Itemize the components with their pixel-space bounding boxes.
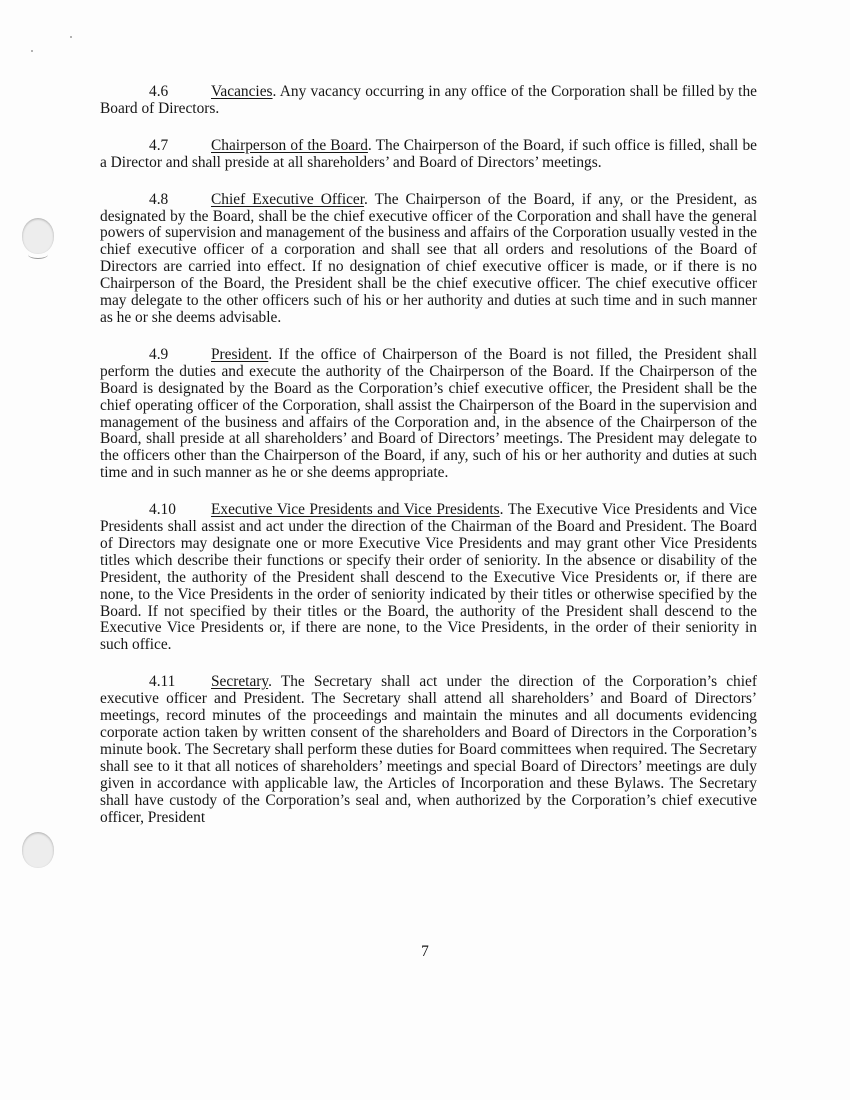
scan-speck [70,36,72,38]
section-4-11 [100,674,757,826]
section-4-9 [100,347,757,482]
section-body: . The Secretary shall act under the direction of the Corporation’s chief executive officer and President. The Secretary shall attend all shareholders’ and Board of Directors’ meetings, record minutes of the proceedings and maintain the minutes and all documents evidencing corporate action taken by written consent of the shareholders and Board of Directors in the Corporation’s minute book. The Secretary shall perform these duties for Board committees when required. The Secretary shall see to it that all notices of shareholders’ meetings and special Board of Directors’ meetings are duly given in accordance with applicable law, the Articles of Incorporation and these Bylaws. The Secretary shall have custody of the Corporation’s seal and, when authorized by the Corporation’s chief executive officer, President [100,673,757,826]
section-heading: Chairperson of the Board [211,136,368,154]
section-body: . The Executive Vice Presidents and Vice Presidents shall assist and act under the direction of the Chairman of the Board and President. The Board of Directors may designate one or more Executive Vice Presidents and may grant other Vice Presidents titles which describe their functions or specify their order of seniority. In the absence or disability of the President, the authority of the President shall descend to the Executive Vice Presidents or, if there are none, to the Vice Presidents in the order of seniority indicated by their titles or otherwise specified by the Board. If not specified by their titles or the Board, the authority of the President shall descend to the Executive Vice Presidents or, if there are none, to the Vice Presidents, in the order of their seniority in such office. [100,501,757,654]
punch-hole-bottom [22,832,54,868]
section-4-10 [100,502,757,654]
section-4-8 [100,192,757,327]
punch-hole-top [22,218,54,254]
scan-speck [31,50,33,52]
page-number: 7 [421,943,429,960]
section-number: 4.8 [149,190,169,208]
section-body: . The Chairperson of the Board, if any, or the President, as designated by the Board, shall be the chief executive officer of the Corporation and shall have the general powers of supervision and management of the business and affairs of the Corporation usually vested in the chief executive officer of a corporation and shall see that all orders and resolutions of the Board of Directors are carried into effect. If no designation of chief executive officer is made, or if there is no Chairperson of the Board, the President shall be the chief executive officer. The chief executive officer may delegate to the other officers such of his or her authority and duties at such time and in such manner as he or she deems advisable. [100,190,757,326]
section-heading: Executive Vice Presidents and Vice Presidents [211,501,500,519]
section-body: . If the office of Chairperson of the Board is not filled, the President shall perform the duties and execute the authority of the Chairperson of the Board. If the Chairperson of the Board is designated by the Board as the Corporation’s chief executive officer, the President shall be the chief operating officer of the Corporation, shall assist the Chairperson of the Board in the supervision and management of the business and affairs of the Corporation and, in the absence of the Chairperson of the Board, shall preside at all shareholders’ and Board of Directors’ meetings. The President may delegate to the officers other than the Chairperson of the Board, if any, such of his or her authority and duties at such time and in such manner as he or she deems appropriate. [100,345,757,482]
section-4-6 [100,84,757,118]
section-number: 4.9 [149,345,169,363]
section-4-7 [100,138,757,172]
section-body: . The Chairperson of the Board, if such office is filled, shall be a Director and shall preside at all shareholders’ and Board of Directors’ meetings. [100,136,757,171]
section-heading: President [211,345,269,363]
section-number: 4.11 [149,673,176,691]
section-heading: Chief Executive Officer [211,190,365,208]
section-number: 4.10 [149,501,176,519]
section-number: 4.7 [149,136,169,154]
section-number: 4.6 [149,83,169,100]
section-heading: Vacancies [211,83,273,100]
section-body: . Any vacancy occurring in any office of the Corporation shall be filled by the Board of Directors. [100,83,757,117]
document-body [100,84,757,846]
section-heading: Secretary [211,673,269,691]
